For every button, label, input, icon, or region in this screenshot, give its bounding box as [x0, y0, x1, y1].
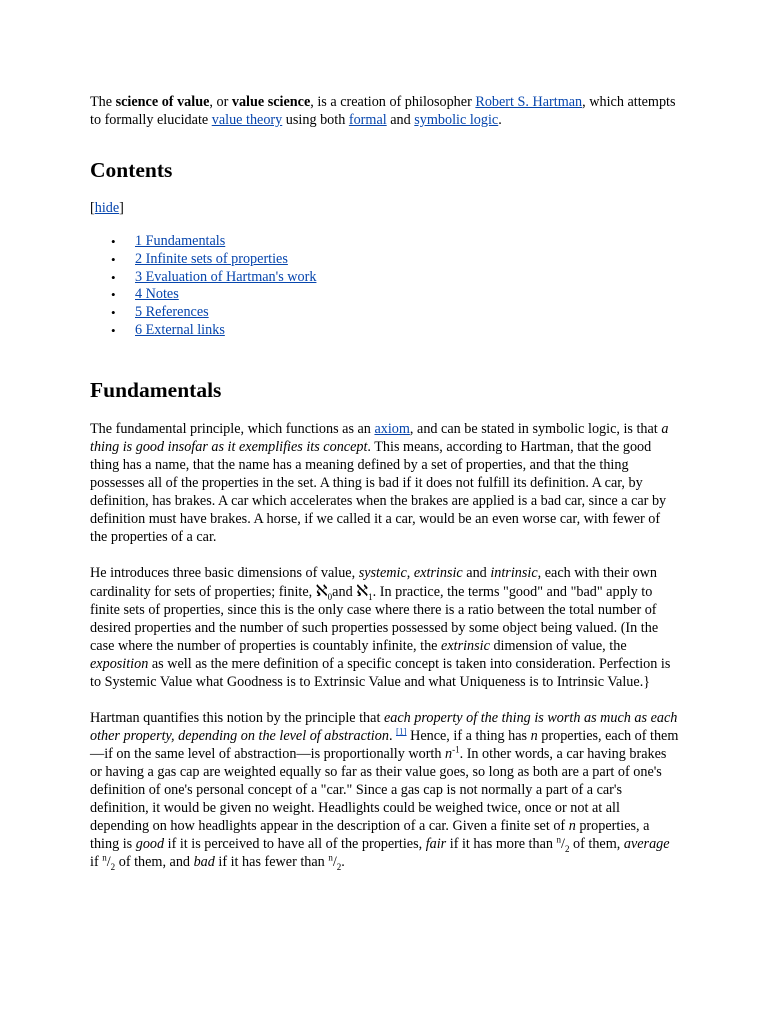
toc-link-external-links[interactable]: 6 External links: [135, 321, 225, 338]
fraction-slash: /: [106, 853, 111, 870]
text: .: [388, 727, 397, 744]
toc-item: [135, 286, 680, 304]
italic-systemic: systemic: [358, 564, 407, 581]
text: , is a creation of philosopher: [310, 94, 476, 110]
text: as well as the mere definition of a specific concept is taken into consideration. Perfection is to Systemic Value what Goodness is to Extrinsic Value and what Uniqueness is to Intrinsic Value.}: [90, 655, 671, 690]
bracket-close: ]: [119, 200, 124, 216]
text: , each with their own cardinality for sets of properties; finite,: [90, 564, 657, 600]
link-value-theory[interactable]: value theory: [211, 112, 283, 128]
text: Hence, if a thing has: [406, 727, 531, 744]
text: if it has more than: [446, 835, 557, 852]
link-axiom[interactable]: axiom: [374, 420, 410, 437]
fraction-slash: /: [561, 835, 565, 852]
link-symbolic-logic[interactable]: symbolic logic: [414, 112, 499, 128]
aleph-symbol: ℵ: [356, 580, 369, 600]
fundamentals-heading: Fundamentals: [90, 377, 222, 402]
text: He introduces three basic dimensions of value,: [90, 564, 359, 581]
text: dimension of value, the: [489, 637, 627, 654]
italic-extrinsic: extrinsic: [441, 637, 490, 654]
text: , or: [209, 94, 232, 110]
italic-extrinsic: extrinsic: [413, 564, 463, 581]
toc-link-infinite-sets[interactable]: 2 Infinite sets of properties: [135, 250, 288, 267]
italic-text: a thing is good insofar as it exemplifies its concept: [90, 420, 669, 455]
italic-n: n: [568, 817, 576, 834]
subscript-one: 1: [368, 591, 373, 602]
toc-item: [135, 233, 680, 251]
subscript-two: 2: [336, 861, 342, 872]
text: The: [90, 94, 116, 110]
link-robert-s-hartman[interactable]: Robert S. Hartman: [475, 94, 583, 110]
fundamentals-paragraph-1: [90, 420, 680, 546]
subscript-zero: 0: [327, 591, 333, 602]
bold-term-science-of-value: science of value: [115, 94, 210, 110]
text: of them, and: [115, 853, 194, 870]
toc-item: [135, 304, 680, 322]
superscript-n: n: [328, 852, 333, 863]
text: and: [386, 112, 415, 128]
italic-n: n: [530, 727, 538, 744]
text: . This means, according to Hartman, that the good thing has a name, that the name has a meaning defined by a set of properties, and that the thing possesses all of the properties in the set. A thing is bad if it does not fulfill its definition. A car, by definition, has brakes. A car which accelerates when the brakes are applied is a bad car, since a car by definition must have brakes. A horse, if we called it a car, would be an even worse car, with fewer of the properties of a car.: [90, 438, 667, 545]
italic-n: n: [445, 745, 453, 762]
footnote-link-1[interactable]: [1]: [396, 726, 407, 737]
italic-bad: bad: [193, 853, 215, 870]
contents-heading: Contents: [90, 158, 173, 182]
text: if it is perceived to have all of the properties,: [164, 835, 426, 852]
italic-fair: fair: [425, 835, 447, 852]
text: properties, each of them—if on the same level of abstraction—is proportionally worth: [90, 727, 679, 762]
subscript-two: 2: [564, 843, 570, 854]
text: . In practice, the terms "good" and "bad" apply to finite sets of properties, since this is the only case where there is a ratio between the total number of desired properties and the number of such properties possessed by some object being valued. (In the case where the number of properties is countably infinite, the: [90, 583, 659, 654]
toc-item: [135, 322, 680, 340]
text: , which attempts to formally elucidate: [90, 94, 676, 128]
text: and: [462, 564, 491, 581]
toc-link-evaluation[interactable]: 3 Evaluation of Hartman's work: [135, 268, 317, 285]
fundamentals-paragraph-2: [90, 564, 680, 691]
fundamentals-paragraph-3: [90, 709, 680, 871]
text: .: [498, 112, 502, 128]
subscript-two: 2: [110, 861, 116, 872]
italic-intrinsic: intrinsic: [490, 564, 538, 581]
intro-paragraph: [90, 93, 680, 129]
toc-link-references[interactable]: 5 References: [135, 304, 209, 321]
text: The fundamental principle, which functions as an: [90, 420, 375, 437]
toc-toggle: [90, 199, 680, 217]
text: ,: [406, 564, 414, 581]
table-of-contents: [90, 233, 680, 340]
italic-exposition: exposition: [90, 655, 149, 672]
bold-term-value-science: value science: [231, 94, 311, 110]
text: , and can be stated in symbolic logic, is that: [409, 420, 662, 437]
footnote-ref: [396, 726, 407, 736]
text: of them,: [569, 835, 624, 852]
superscript-minus-one: -1: [452, 744, 460, 755]
italic-average: average: [623, 835, 670, 852]
italic-text: each property of the thing is worth as much as each other property, depending on the level of abstraction: [90, 709, 678, 744]
text: using both: [282, 112, 349, 128]
hide-toc-link[interactable]: hide: [94, 200, 120, 216]
toc-item: [135, 251, 680, 269]
text: properties, a thing is: [90, 817, 650, 852]
text: if it has fewer than: [214, 853, 329, 870]
article-body: [90, 91, 680, 871]
aleph-symbol: ℵ: [315, 580, 328, 600]
text: Hartman quantifies this notion by the principle that: [90, 709, 384, 726]
text: . In other words, a car having brakes or having a gas cap are weighted equally so far as their value goes, so long as both are a part of one's definition of one's personal concept of a "car." Since a gas cap is not normally a part of a car's definition, it would be given no weight. Headlights could be weighed twice, once or not at all depending on how headlights appear in the description of a car. Given a finite set of: [90, 745, 667, 834]
text: .: [341, 853, 345, 870]
bracket-open: [: [90, 200, 95, 216]
superscript-n: n: [102, 852, 107, 863]
link-formal[interactable]: formal: [348, 112, 387, 128]
italic-good: good: [135, 835, 165, 852]
toc-link-notes[interactable]: 4 Notes: [135, 286, 179, 303]
superscript-n: n: [556, 834, 562, 845]
text: and: [332, 583, 357, 600]
text: if: [90, 853, 103, 870]
toc-item: [135, 269, 680, 287]
toc-link-fundamentals[interactable]: 1 Fundamentals: [135, 233, 226, 249]
fraction-slash: /: [332, 853, 337, 870]
